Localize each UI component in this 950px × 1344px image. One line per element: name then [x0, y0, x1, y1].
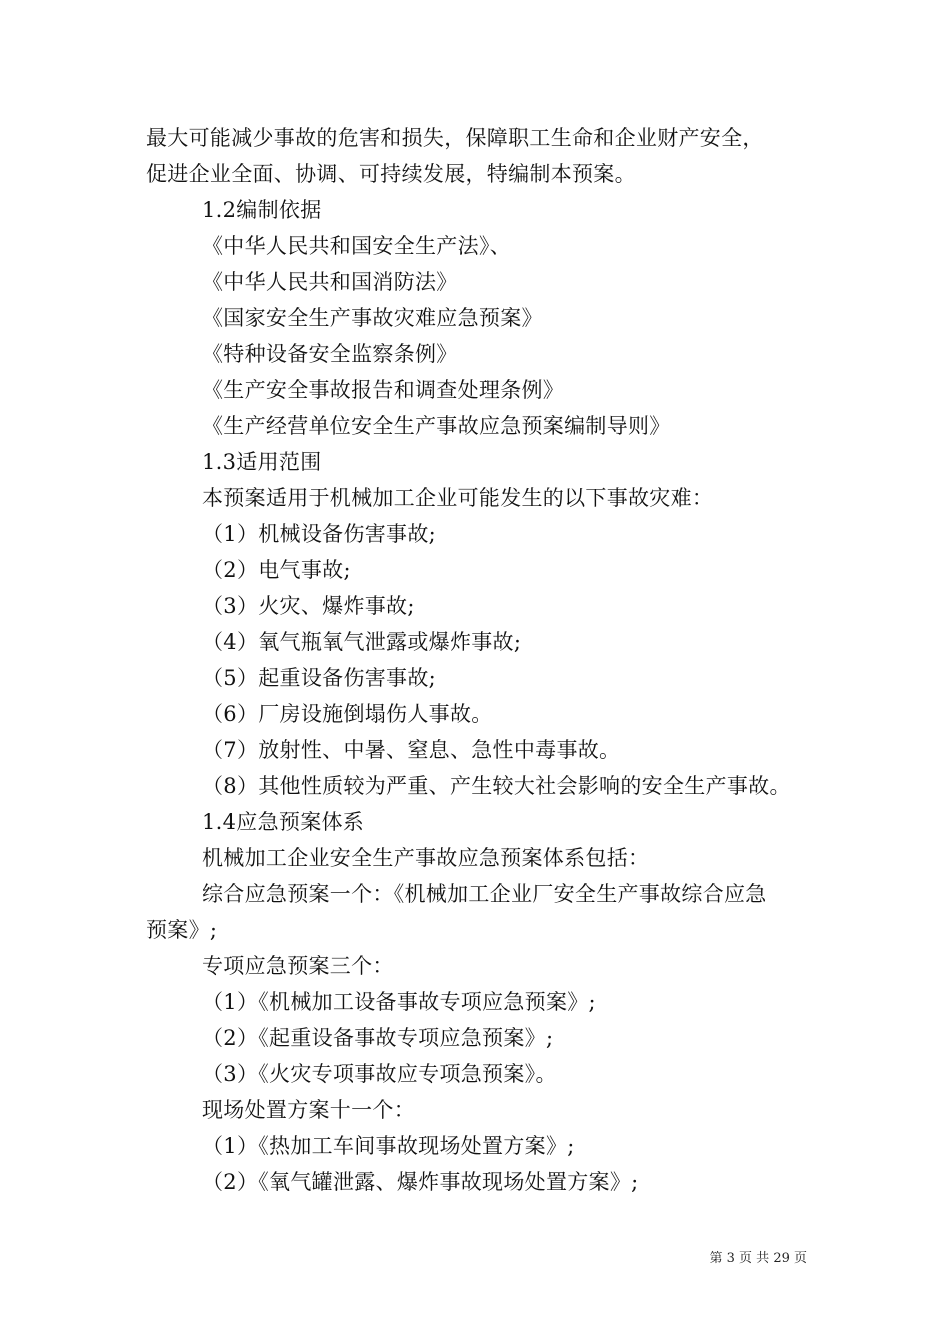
paragraph-line: 促进企业全面、协调、可持续发展，特编制本预案。 [146, 162, 636, 186]
reference-item: 《中华人民共和国消防法》 [202, 270, 458, 294]
reference-item: 《中华人民共和国安全生产法》、 [202, 234, 511, 258]
list-item: （4）氧气瓶氧气泄露或爆炸事故; [202, 630, 522, 654]
list-item: （1）机械设备伤害事故; [202, 522, 437, 546]
list-item: （3）《火灾专项事故应专项急预案》。 [202, 1062, 557, 1086]
paragraph-line: 综合应急预案一个：《机械加工企业厂安全生产事故综合应急 [202, 882, 767, 906]
reference-item: 《特种设备安全监察条例》 [202, 342, 458, 366]
section-heading-1-4: 1.4应急预案体系 [202, 810, 365, 834]
paragraph-line: 专项应急预案三个： [202, 954, 394, 978]
list-item: （5）起重设备伤害事故; [202, 666, 437, 690]
list-item: （3）火灾、爆炸事故; [202, 594, 415, 618]
section-heading-1-2: 1.2编制依据 [202, 198, 322, 222]
reference-item: 《生产安全事故报告和调查处理条例》 [202, 378, 565, 402]
list-item: （6）厂房设施倒塌伤人事故。 [202, 702, 493, 726]
paragraph-line: 最大可能减少事故的危害和损失，保障职工生命和企业财产安全， [146, 126, 764, 150]
document-body [146, 120, 810, 1200]
reference-item: 《生产经营单位安全生产事故应急预案编制导则》 [202, 414, 671, 438]
list-item: （1）《热加工车间事故现场处置方案》; [202, 1134, 575, 1158]
list-item: （2）《起重设备事故专项应急预案》; [202, 1026, 554, 1050]
page-number: 第 3 页 共 29 页 [709, 1251, 807, 1266]
list-item: （1）《机械加工设备事故专项应急预案》; [202, 990, 596, 1014]
list-item: （8）其他性质较为严重、产生较大社会影响的安全生产事故。 [202, 774, 791, 798]
list-item: （2）电气事故; [202, 558, 351, 582]
section-heading-1-3: 1.3适用范围 [202, 450, 322, 474]
list-item: （2）《氧气罐泄露、爆炸事故现场处置方案》; [202, 1170, 639, 1194]
paragraph-line: 现场处置方案十一个： [202, 1098, 415, 1122]
paragraph-line: 预案》; [146, 918, 218, 942]
reference-item: 《国家安全生产事故灾难应急预案》 [202, 306, 543, 330]
paragraph-line: 本预案适用于机械加工企业可能发生的以下事故灾难： [202, 486, 714, 510]
paragraph-line: 机械加工企业安全生产事故应急预案体系包括： [202, 846, 650, 870]
list-item: （7）放射性、中暑、窒息、急性中毒事故。 [202, 738, 621, 762]
